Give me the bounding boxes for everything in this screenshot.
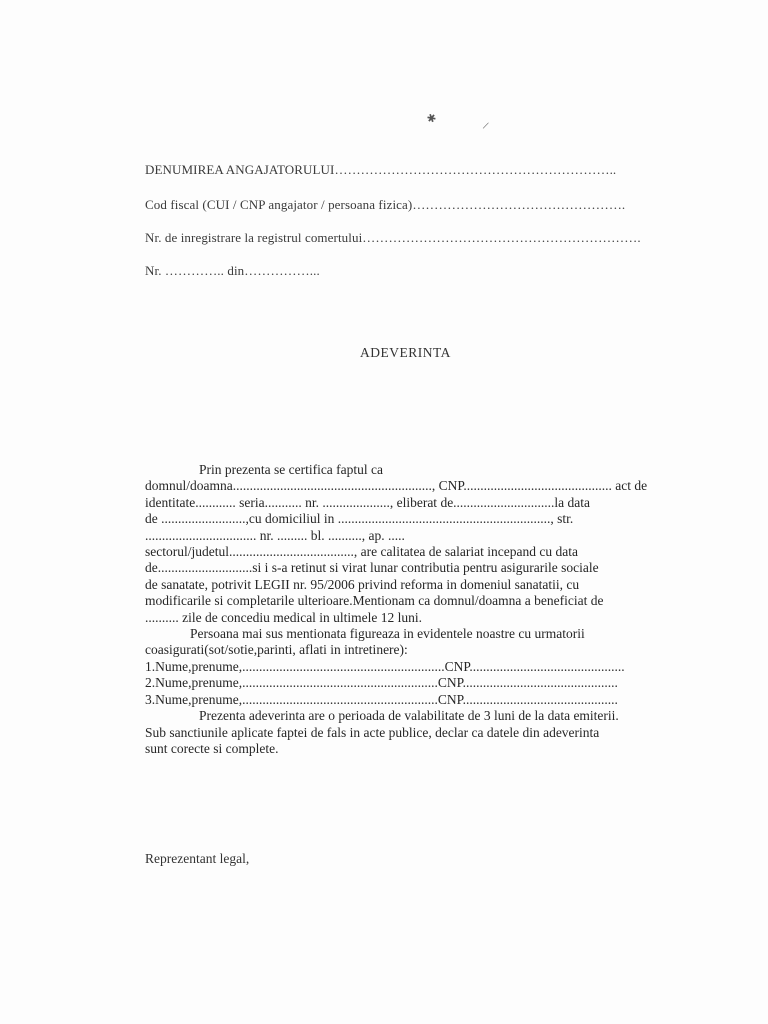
document-title: ADEVERINTA [360,345,451,360]
body-line: Prin prezenta se certifica faptul ca [199,462,384,477]
body-line: de sanatate, potrivit LEGII nr. 95/2006 privind reforma in domeniul sanatatii, cu [145,576,580,592]
certificate-body [145,462,675,757]
body-line: 2.Nume,prenume,..........................................................CNP.............................................. [145,675,618,691]
body-line: sectorul/judetul....................................., are calitatea de salariat incepand cu data [145,544,578,560]
body-line: domnul/doamna..........................................................., CNP............................................ act de [145,478,648,494]
scan-mark: ✱ [425,111,439,127]
body-line: sunt corecte si complete. [145,740,279,756]
body-line: coasigurati(sot/sotie,parinti, aflati in intretinere): [145,642,408,658]
scan-mark: / [481,119,490,133]
body-line: modificarile si completarile ulterioare.Mentionam ca domnul/doamna a beneficiat de [145,593,604,609]
employer-name-line: DENUMIREA ANGAJATORULUI……………………………………………………….. [145,162,617,177]
body-line: Sub sanctiunile aplicate faptei de fals in acte publice, declar ca datele din adeverinta [145,724,600,740]
body-line: 1.Nume,prenume,............................................................CNP.............................................. [145,658,625,674]
body-line: de............................si i s-a retinut si virat lunar contributia pentru asigurarile sociale [145,560,599,576]
trade-register-line: Nr. de inregistrare la registrul comertului………………………………………………………. [145,230,641,245]
number-date-line: Nr. ………….. din……………... [145,263,320,278]
body-line: Prezenta adeverinta are o perioada de valabilitate de 3 luni de la data emiterii. [199,708,619,724]
body-line: .......... zile de concediu medical in ultimele 12 luni. [145,609,423,625]
legal-representative-label: Reprezentant legal, [145,851,250,866]
fiscal-code-line: Cod fiscal (CUI / CNP angajator / persoana fizica)…………………………………………. [145,197,626,212]
body-line: ................................. nr. ......... bl. .........., ap. ..... [145,527,405,543]
body-line: Persoana mai sus mentionata figureaza in evidentele noastre cu urmatorii [190,626,585,642]
body-line: 3.Nume,prenume,..........................................................CNP.............................................. [145,691,618,707]
body-line: identitate............ seria........... nr. ...................., eliberat de..............................la data [145,494,591,510]
body-line: de .........................,cu domiciliul in ..............................................................., str. [145,511,574,527]
